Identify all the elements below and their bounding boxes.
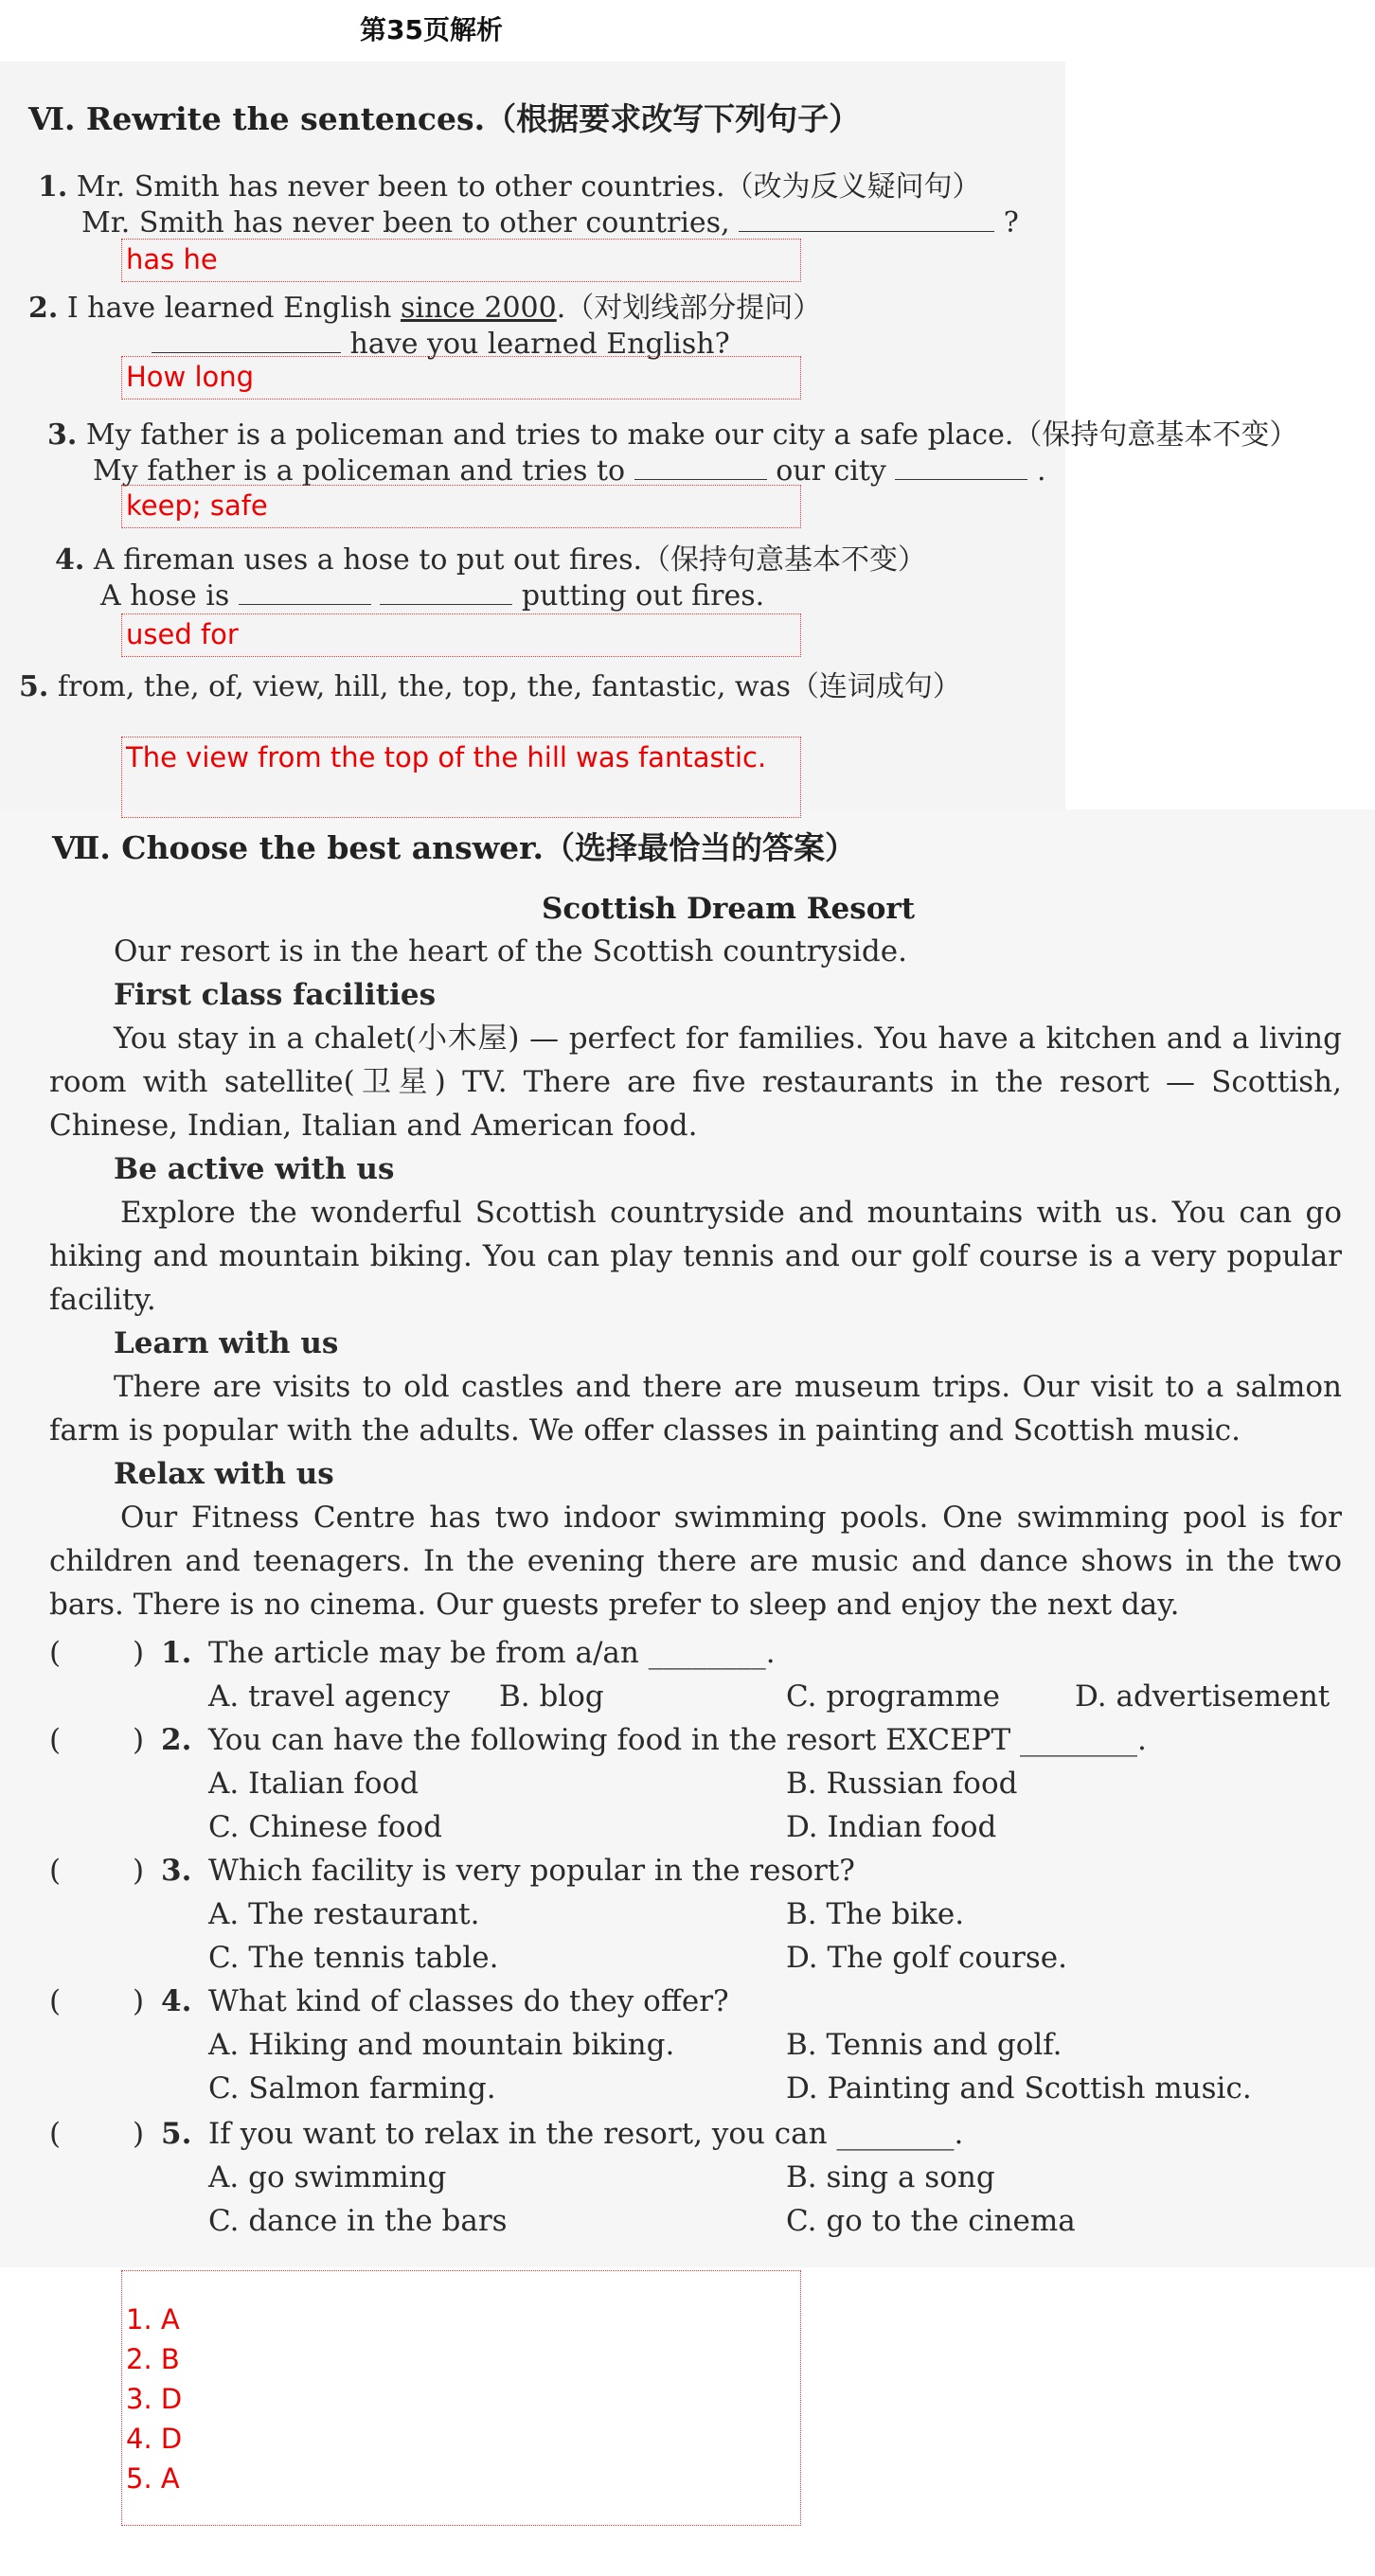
item1-blank (739, 206, 994, 232)
option-c: C. dance in the bars (208, 2204, 508, 2238)
item5-prompt (19, 663, 961, 704)
question-paren-close: ) (133, 1636, 145, 1670)
question-paren-close: ) (133, 1854, 145, 1888)
item3-stem-text: My father is a policeman and tries to (93, 454, 626, 488)
item5-answer-box: The view from the top of the hill was fantastic. (121, 737, 801, 818)
option-c: C. Salmon farming. (208, 2071, 496, 2105)
item2-answer-box: How long (121, 356, 801, 400)
option-b: B. Tennis and golf. (786, 2028, 1062, 2062)
item4-blank-2 (380, 579, 512, 605)
item5-prompt-text: from, the, of, view, hill, the, top, the, fantastic, was（连词成句） (57, 670, 961, 703)
option-c: C. The tennis table. (208, 1941, 499, 1975)
item1-stem (81, 206, 1019, 240)
option-d: D. Indian food (786, 1810, 997, 1844)
item2-prompt-end: .（对划线部分提问） (556, 292, 822, 325)
option-d: D. advertisement (1075, 1679, 1330, 1714)
question-paren-open: ( (49, 1636, 62, 1670)
item3-stem (93, 454, 1046, 488)
subhead-active: Be active with us (114, 1152, 395, 1186)
item3-prompt (47, 411, 1297, 453)
item2-stem-text: have you learned English? (349, 328, 730, 361)
question-paren-open: ( (49, 1984, 62, 2018)
subhead-learn: Learn with us (114, 1326, 339, 1360)
item3-prompt-text: My father is a policeman and tries to make our city a safe place.（保持句意基本不变） (85, 418, 1298, 452)
item3-number: 3. (47, 418, 78, 452)
paragraph-learn: There are visits to old castles and there are museum trips. Our visit to a salmon farm is popular with the adults. We offer classes in painting and Scottish music. (49, 1370, 1342, 1448)
answer-1: 1. A (126, 2303, 180, 2336)
question-number: 4. (161, 1984, 192, 2018)
item4-blank-1 (239, 579, 371, 605)
item2-blank (152, 328, 341, 353)
item1-prompt-text: Mr. Smith has never been to other countries.（改为反义疑问句） (76, 170, 981, 204)
item2-prompt-text: I have learned English (66, 292, 401, 325)
option-b: B. Russian food (786, 1767, 1018, 1801)
option-b: B. sing a song (786, 2160, 995, 2194)
item4-stem-text: A hose is (100, 579, 230, 613)
passage-intro: Our resort is in the heart of the Scottish countryside. (114, 934, 907, 968)
question-paren-close: ) (133, 2117, 145, 2151)
item2-underlined-part: since 2000 (400, 292, 557, 325)
paragraph-relax: Our Fitness Centre has two indoor swimming pools. One swimming pool is for children and teenagers. In the evening there are music and dance shows in the two bars. There is no cinema. Our guests prefer to sleep and enjoy the next day. (49, 1501, 1342, 1622)
question-paren-close: ) (133, 1723, 145, 1757)
page-title: 第35页解析 (360, 14, 503, 45)
question-text: Which facility is very popular in the resort? (208, 1854, 855, 1888)
question-paren-close: ) (133, 1984, 145, 2018)
item4-stem (100, 579, 764, 613)
item1-stem-end: ? (1003, 206, 1019, 240)
item3-stem-end: . (1036, 454, 1046, 488)
option-a: A. The restaurant. (208, 1897, 480, 1931)
option-b: B. The bike. (786, 1897, 965, 1931)
question-text: If you want to relax in the resort, you can ________. (208, 2117, 964, 2151)
question-paren-open: ( (49, 2117, 62, 2151)
item4-number: 4. (55, 543, 85, 577)
option-d: D. Painting and Scottish music. (786, 2071, 1252, 2105)
section6-heading: Ⅵ. Rewrite the sentences.（根据要求改写下列句子） (28, 100, 861, 137)
question-paren-open: ( (49, 1723, 62, 1757)
question-paren-open: ( (49, 1854, 62, 1888)
option-a: A. Hiking and mountain biking. (208, 2028, 675, 2062)
item2-prompt (28, 284, 821, 326)
item4-prompt-text: A fireman uses a hose to put out fires.（保持句意基本不变） (93, 543, 927, 577)
answer-5: 5. A (126, 2462, 180, 2495)
option-a: A. go swimming (208, 2160, 447, 2194)
item3-answer-box: keep; safe (121, 485, 801, 528)
item1-stem-text: Mr. Smith has never been to other countries, (81, 206, 730, 240)
question-text: What kind of classes do they offer? (208, 1984, 729, 2018)
item4-prompt (55, 536, 926, 577)
answer-2: 2. B (126, 2343, 180, 2375)
question-text: The article may be from a/an ________. (208, 1636, 776, 1670)
paragraph-active: Explore the wonderful Scottish countryside and mountains with us. You can go hiking and mountain biking. You can play tennis and our golf course is a very popular facility. (49, 1196, 1342, 1317)
paragraph-facilities: You stay in a chalet(小木屋) — perfect for families. You have a kitchen and a living room with satellite(卫星) TV. There are five restaurants in the resort — Scottish, Chinese, Indian, Italian and American food. (49, 1022, 1342, 1143)
option-d: D. The golf course. (786, 1941, 1067, 1975)
question-number: 3. (161, 1854, 192, 1888)
question-number: 2. (161, 1723, 192, 1757)
option-d: C. go to the cinema (786, 2204, 1076, 2238)
item3-stem-mid: our city (776, 454, 886, 488)
section7-heading: Ⅶ. Choose the best answer.（选择最恰当的答案） (52, 829, 856, 866)
subhead-relax: Relax with us (114, 1457, 334, 1491)
question-text: You can have the following food in the resort EXCEPT ________. (208, 1723, 1147, 1757)
answer-key-box (121, 2270, 801, 2526)
option-c: C. Chinese food (208, 1810, 442, 1844)
item5-number: 5. (19, 670, 49, 703)
question-number: 1. (161, 1636, 192, 1670)
option-a: A. Italian food (208, 1767, 420, 1801)
question-number: 5. (161, 2117, 192, 2151)
option-b: B. blog (499, 1679, 604, 1714)
item1-answer-box: has he (121, 239, 801, 282)
item1-number: 1. (38, 170, 68, 204)
item4-answer-box: used for (121, 613, 801, 657)
item1-prompt (38, 163, 980, 204)
item2-number: 2. (28, 292, 59, 325)
passage-title: Scottish Dream Resort (542, 892, 916, 926)
item4-stem-end: putting out fires. (521, 579, 765, 613)
option-c: C. programme (786, 1679, 1000, 1714)
item3-blank-1 (634, 454, 767, 480)
answer-3: 3. D (126, 2383, 183, 2415)
option-a: A. travel agency (208, 1679, 450, 1714)
subhead-facilities: First class facilities (114, 978, 437, 1012)
answer-4: 4. D (126, 2423, 183, 2455)
item3-blank-2 (895, 454, 1027, 480)
